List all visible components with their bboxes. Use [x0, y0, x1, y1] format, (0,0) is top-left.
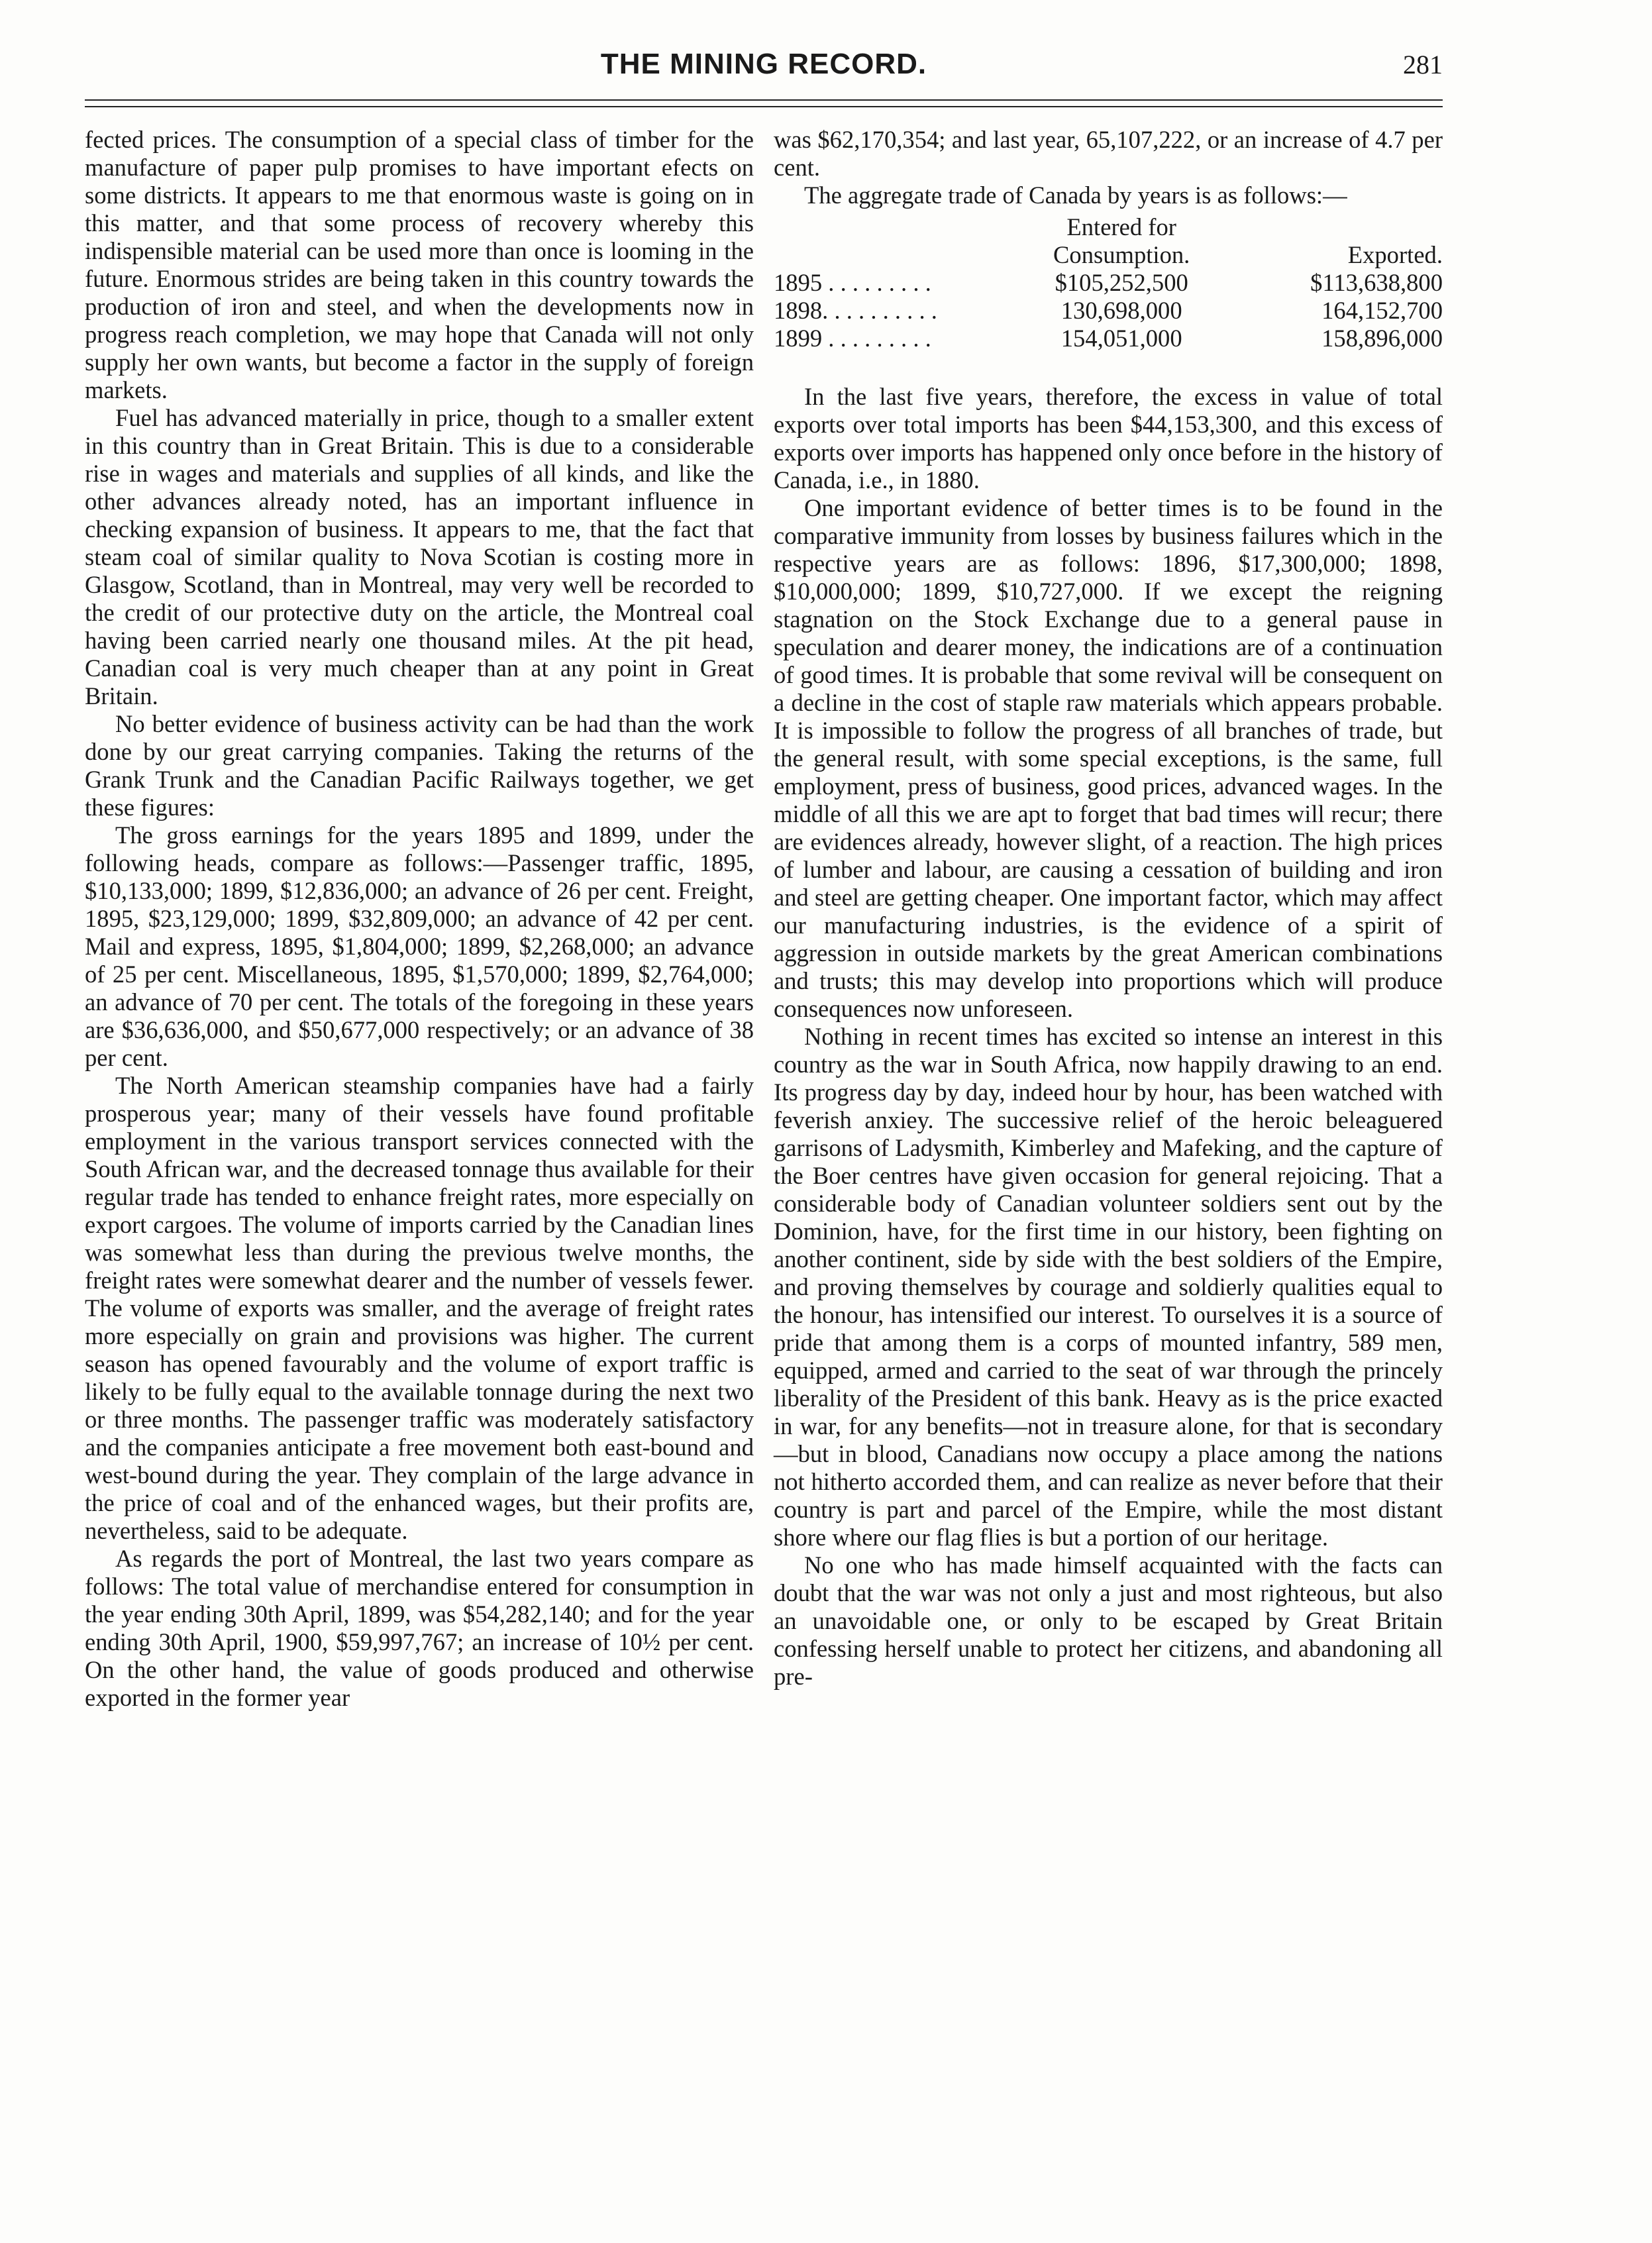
paragraph: In the last five years, therefore, the excess in value of total exports over total imports has been $44,153,300, and this excess of exports over imports has happened only once before in the history of Canada, i.e., in 1880.	[774, 383, 1443, 494]
table-cell-year: 1898. . . . . . . . . .	[774, 297, 937, 324]
running-head	[85, 48, 1443, 87]
journal-title: THE MINING RECORD.	[600, 48, 927, 80]
paragraph: Nothing in recent times has excited so intense an interest in this country as the war in South Africa, now happily drawing to an end. Its progress day by day, indeed hour by hour, has been watched with feverish anxiey. The successive relief of the heroic beleaguered garrisons of Ladysmith, Kimberley and Mafeking, and the capture of the Boer centres have given occasion for general rejoicing. That a considerable body of Canadian volunteer soldiers sent out by the Dominion, have, for the first time in our history, been fighting on another continent, side by side with the best soldiers of the Empire, and proving themselves by courage and soldierly qualities equal to the honour, has intensified our interest. To ourselves it is a source of pride that among them is a corps of mounted infantry, 589 men, equipped, armed and carried to the seat of war through the princely liberality of the President of this bank. Heavy as is the price exacted in war, for any benefits—not in treasure alone, for that is secondary—but in blood, Canadians now occupy a place among the nations not hitherto accorded them, and can realize as never before that their country is part and parcel of the Empire, while the most distant shore where our flag flies is but a portion of our heritage.	[774, 1023, 1443, 1551]
table-header-row	[774, 213, 1443, 241]
table-cell-exported: 158,896,000	[1321, 325, 1443, 352]
trade-table	[774, 213, 1443, 352]
table-row	[774, 325, 1443, 352]
table-row	[774, 297, 1443, 325]
paragraph: was $62,170,354; and last year, 65,107,222, or an increase of 4.7 per cent.	[774, 126, 1443, 181]
paragraph: No one who has made himself acquainted with the facts can doubt that the war was not only a just and most righteous, but also an unavoidable one, or only to be escaped by Great Britain confessing herself unable to protect her citizens, and abandoning all pre-	[774, 1551, 1443, 1690]
table-cell-consumption: 154,051,000	[1060, 325, 1182, 352]
paragraph: The gross earnings for the years 1895 and 1899, under the following heads, compare as follows:—Passenger traffic, 1895, $10,133,000; 1899, $12,836,000; an advance of 26 per cent. Freight, 1895, $23,129,000; 1899, $32,809,000; an advance of 42 per cent. Mail and express, 1895, $1,804,000; 1899, $2,268,000; an advance of 25 per cent. Miscellaneous, 1895, $1,570,000; 1899, $2,764,000; an advance of 70 per cent. The totals of the foregoing in these years are $36,636,000, and $50,677,000 respectively; or an advance of 38 per cent.	[85, 821, 754, 1071]
header-rule-top	[85, 99, 1443, 101]
left-column	[85, 126, 754, 1712]
paragraph: One important evidence of better times is to be found in the comparative immunity from losses by business failures which in the respective years are as follows: 1896, $17,300,000; 1898, $10,000,000; 1899, $10,727,000. If we except the reigning stagnation on the Stock Exchange due to a general pause in speculation and dearer money, the indications are of a continuation of good times. It is probable that some revival will be consequent on a decline in the cost of staple raw materials which appears probable. It is impossible to follow the progress of all branches of trade, but the general result, with some special exceptions, is the same, full employment, press of business, good prices, advanced wages. In the middle of all this we are apt to forget that bad times will recur; there are evidences already, however slight, of a reaction. The high prices of lumber and labour, are causing a cessation of building and iron and steel are getting cheaper. One important factor, which may affect our manufacturing industries, is the evidence of a spirit of aggression in outside markets by the great American combinations and trusts; this may develop into proportions which will produce consequences now unforeseen.	[774, 494, 1443, 1022]
header-rule-bottom	[85, 106, 1443, 107]
table-cell-consumption: 130,698,000	[1060, 297, 1182, 324]
paragraph: The aggregate trade of Canada by years is as follows:—	[804, 182, 1347, 209]
table-cell-consumption: $105,252,500	[1055, 269, 1188, 296]
table-header-row	[774, 241, 1443, 269]
page-number: 281	[1403, 50, 1443, 79]
column-header-consumption: Consumption.	[1053, 241, 1190, 268]
paragraph: The North American steamship companies have had a fairly prosperous year; many of their vessels have found profitable employment in the various transport services connected with the South African war, and the decreased tonnage thus available for their regular trade has tended to enhance freight rates, more especially on export cargoes. The volume of imports carried by the Canadian lines was somewhat less than during the previous twelve months, the freight rates were somewhat dearer and the number of vessels fewer. The volume of exports was smaller, and the average of freight rates more especially on grain and provisions was higher. The current season has opened favourably and the volume of export traffic is likely to be fully equal to the available tonnage during the next two or three months. The passenger traffic was moderately satisfactory and the companies anticipate a free movement both east-bound and west-bound during the year. They complain of the large advance in the price of coal and of the enhanced wages, but their profits are, nevertheless, said to be adequate.	[85, 1072, 754, 1544]
paragraph: As regards the port of Montreal, the last two years compare as follows: The total value of merchandise entered for consumption in the year ending 30th April, 1899, was $54,282,140; and for the year ending 30th April, 1900, $59,997,767; an increase of 10½ per cent. On the other hand, the value of goods produced and otherwise exported in the former year	[85, 1545, 754, 1711]
table-cell-year: 1895 . . . . . . . . .	[774, 269, 931, 296]
paragraph: Fuel has advanced materially in price, though to a smaller extent in this country than in Great Britain. This is due to a considerable rise in wages and materials and supplies of all kinds, and like the other advances already noted, has an important influence in checking expansion of business. It appears to me, that the fact that steam coal of similar quality to Nova Scotian is costing more in Glasgow, Scotland, than in Montreal, may very well be recorded to the credit of our protective duty on the article, the Montreal coal having been carried nearly one thousand miles. At the pit head, Canadian coal is very much cheaper than at any point in Great Britain.	[85, 404, 754, 709]
paragraph: No better evidence of business activity can be had than the work done by our great carrying companies. Taking the returns of the Grank Trunk and the Canadian Pacific Railways together, we get these figures:	[85, 710, 754, 821]
right-column	[774, 126, 1443, 1691]
paragraph: fected prices. The consumption of a special class of timber for the manufacture of paper pulp promises to have important efects on some districts. It appears to me that enormous waste is going on in this matter, and that some process of recovery whereby this indispensible material can be used more than once is looming in the future. Enormous strides are being taken in this country towards the production of iron and steel, and when the developments now in progress reach completion, we may hope that Canada will not only supply her own wants, but become a factor in the supply of foreign markets.	[85, 126, 754, 403]
table-cell-exported: $113,638,800	[1310, 269, 1443, 296]
table-cell-exported: 164,152,700	[1321, 297, 1443, 324]
column-header-exported: Exported.	[1347, 241, 1443, 268]
table-cell-year: 1899 . . . . . . . . .	[774, 325, 931, 352]
table-row	[774, 269, 1443, 297]
column-header-entered: Entered for	[1066, 213, 1176, 240]
